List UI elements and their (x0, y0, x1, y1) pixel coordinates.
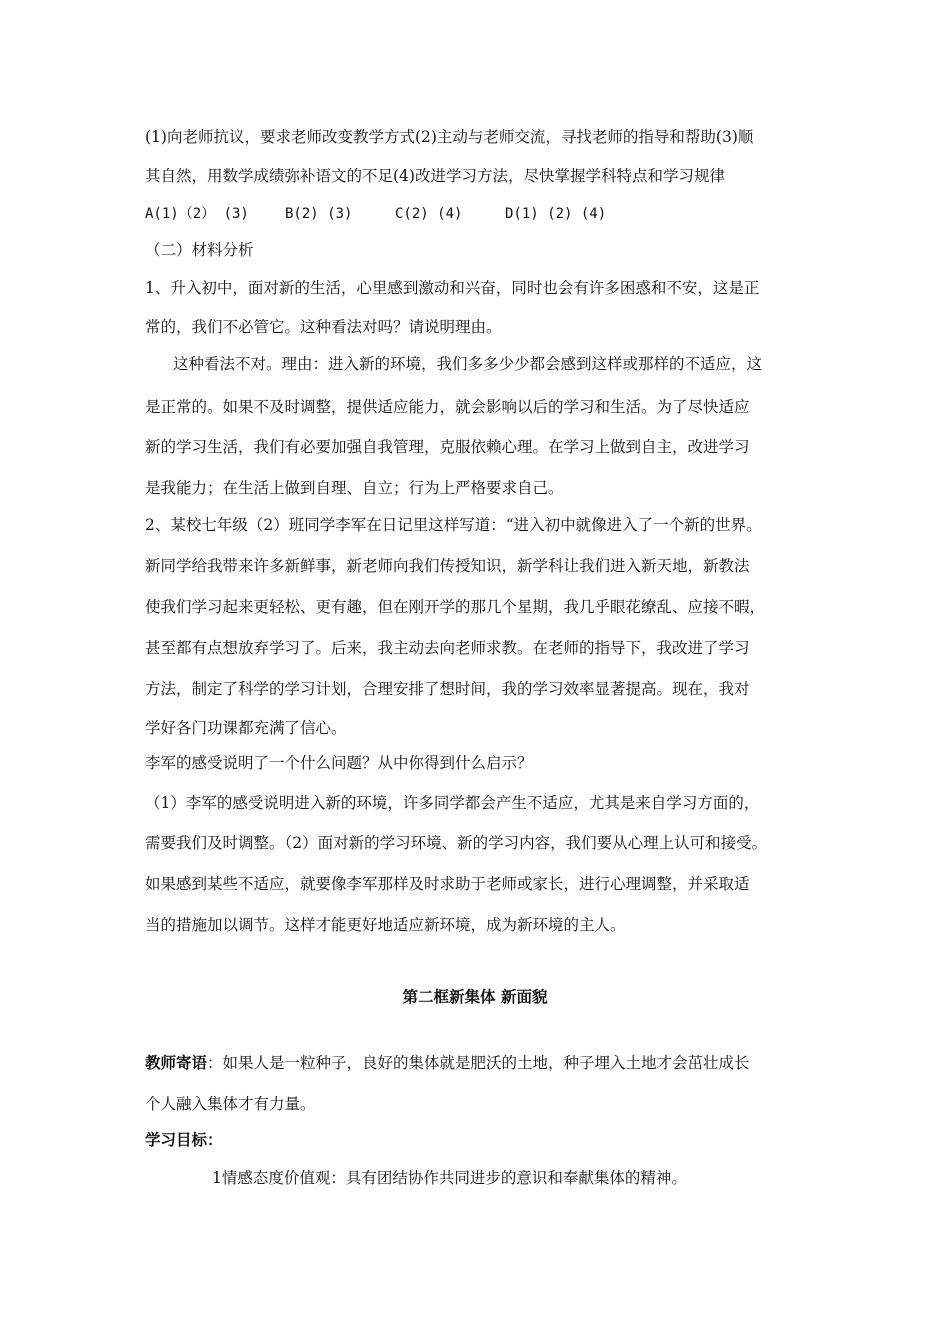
section-heading: （二）材料分析 (145, 241, 254, 259)
choice-b: B(2) (3) (285, 206, 353, 222)
choice-d: D(1) (2) (4) (505, 206, 607, 222)
teacher-message-line-1 (145, 1053, 750, 1073)
q2-line: 学好各门功课都充满了信心。 (145, 719, 347, 737)
teacher-message-text: ：如果人是一粒种子，良好的集体就是肥沃的土地，种子埋入土地才会茁壮成长 (207, 1054, 750, 1072)
q2-answer-line: 如果感到某些不适应，就要像李军那样及时求助于老师或家长，进行心理调整，并采取适 (145, 875, 750, 893)
q2-line: 使我们学习起来更轻松、更有趣，但在刚开学的那几个星期，我几乎眼花缭乱、应接不暇， (145, 598, 766, 616)
q1-line-1: 1、升入初中，面对新的生活，心里感到激动和兴奋，同时也会有许多困惑和不安，这是正 (145, 279, 760, 297)
q1-answer-line: 这种看法不对。理由：进入新的环境，我们多多少少都会感到这样或那样的不适应，这 (173, 355, 763, 373)
q2-answer-line: 需要我们及时调整。（2）面对新的学习环境、新的学习内容，我们要从心理上认可和接受。 (145, 834, 768, 852)
options-line-1: (1)向老师抗议，要求老师改变教学方式(2)主动与老师交流，寻找老师的指导和帮助(3)顺 (145, 128, 754, 146)
q2-line: 新同学给我带来许多新鲜事，新老师向我们传授知识，新学科让我们进入新天地，新教法 (145, 557, 750, 575)
teacher-message-label: 教师寄语 (145, 1054, 208, 1072)
teacher-message-line-2: 个人融入集体才有力量。 (145, 1095, 316, 1113)
choice-a: A(1)（2） (3) (145, 206, 249, 222)
q1-answer-line: 是正常的。如果不及时调整，提供适应能力，就会影响以后的学习和生活。为了尽快适应 (145, 398, 750, 416)
q1-line-2: 常的，我们不必管它。这种看法对吗？请说明理由。 (145, 318, 502, 336)
q1-answer-line: 新的学习生活，我们有必要加强自我管理，克服依赖心理。在学习上做到自主，改进学习 (145, 438, 750, 456)
q2-line: 2、某校七年级（2）班同学李军在日记里这样写道：“进入初中就像进入了一个新的世界。 (145, 516, 762, 534)
options-line-2: 其自然，用数学成绩弥补语文的不足(4)改进学习方法，尽快掌握学科特点和学习规律 (145, 167, 725, 185)
q2-answer-line: 当的措施加以调节。这样才能更好地适应新环境，成为新环境的主人。 (145, 916, 626, 934)
choice-c: C(2) (4) (395, 206, 463, 222)
q2-line: 方法，制定了科学的学习计划，合理安排了想时间，我的学习效率显著提高。现在，我对 (145, 680, 750, 698)
q1-answer-line: 是我能力；在生活上做到自理、自立；行为上严格要求自己。 (145, 479, 564, 497)
q2-line: 甚至都有点想放弃学习了。后来，我主动去向老师求教。在老师的指导下，我改进了学习 (145, 639, 750, 657)
lesson-title: 第二框新集体 新面貌 (402, 988, 548, 1006)
learning-goal-1: 1情感态度价值观：具有团结协作共同进步的意识和奉献集体的精神。 (212, 1169, 687, 1187)
learning-goals-heading: 学习目标： (145, 1131, 223, 1149)
q2-answer-line: （1）李军的感受说明进入新的环境，许多同学都会产生不适应，尤其是来自学习方面的， (145, 794, 760, 812)
q2-question: 李军的感受说明了一个什么问题？从中你得到什么启示？ (145, 754, 533, 772)
